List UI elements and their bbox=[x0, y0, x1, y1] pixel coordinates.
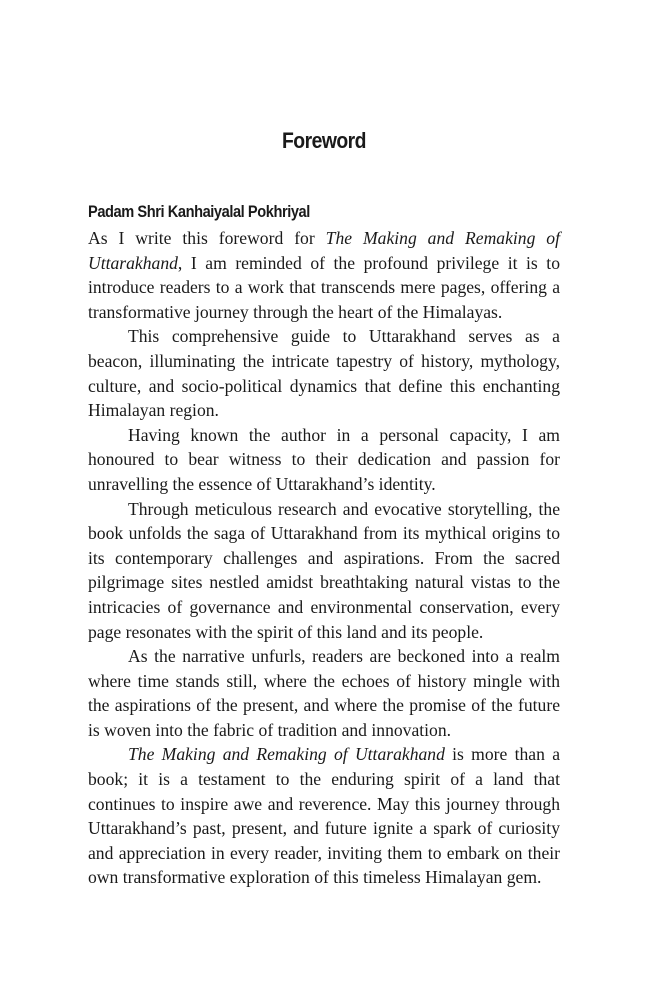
text-segment: As the narrative unfurls, readers are beckoned into a realm where time stands still, where the echoes of history mingle with the aspirations of the present, and where the promise of the future is woven into the fabric of tradition and innovation. bbox=[88, 646, 560, 740]
text-segment: is more than a book; it is a testament to the enduring spirit of a land that continues to inspire awe and reverence. May this journey through Uttarakhand’s past, present, and future ignite a spark of curiosity and appreciation in every reader, inviting them to embark on their own transformative exploration of this timeless Himalayan gem. bbox=[88, 744, 560, 888]
paragraph bbox=[88, 497, 560, 645]
author-name: Padam Shri Kanhaiyalal Pokhriyal bbox=[88, 202, 310, 221]
text-segment: This comprehensive guide to Uttarakhand serves as a beacon, illuminating the intricate tapestry of history, mythology, culture, and socio-political dynamics that define this enchanting Himalayan region. bbox=[88, 326, 560, 421]
text-segment: Having known the author in a personal capacity, I am honoured to bear witness to their dedication and passion for unravelling the essence of Uttarakhand’s identity. bbox=[88, 424, 560, 494]
foreword-body bbox=[88, 226, 560, 890]
paragraph bbox=[88, 742, 560, 890]
paragraph bbox=[88, 423, 560, 497]
page-title: Foreword bbox=[282, 128, 366, 153]
text-segment: , I am reminded of the profound privilege it is to introduce readers to a work that transcends mere pages, offering a transformative journey through the heart of the Himalayas. bbox=[88, 252, 560, 322]
paragraph bbox=[88, 226, 560, 324]
text-segment: As I write this foreword for bbox=[88, 228, 326, 248]
text-segment: Through meticulous research and evocative storytelling, the book unfolds the saga of Uttarakhand from its mythical origins to its contemporary challenges and aspirations. From the sacred pilgrimage sites nestled amidst breathtaking natural vistas to the intricacies of governance and environmental conservation, every page resonates with the spirit of this land and its people. bbox=[88, 498, 560, 642]
book-title-italic: The Making and Remaking of Uttarakhand bbox=[88, 228, 560, 273]
paragraph bbox=[88, 644, 560, 742]
paragraph bbox=[88, 324, 560, 422]
book-title-italic: The Making and Remaking of Uttarakhand bbox=[128, 744, 445, 765]
